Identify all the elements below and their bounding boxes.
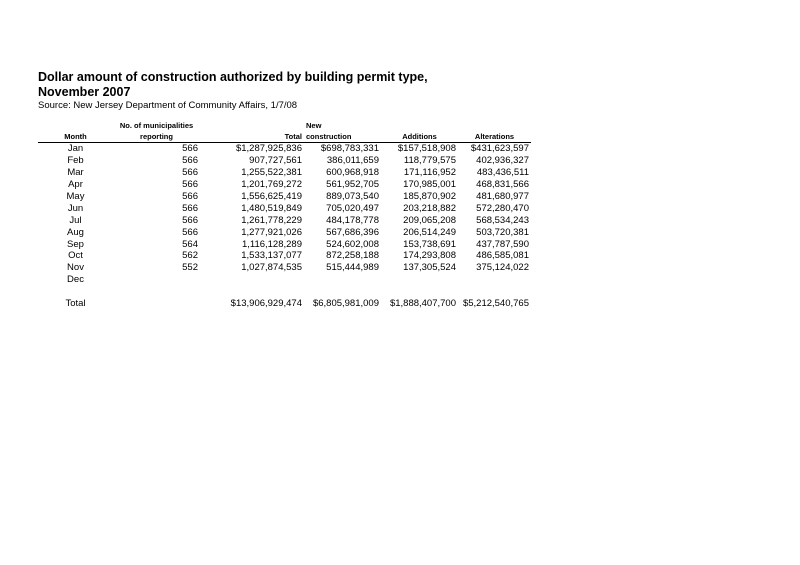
cell-new-construction: 386,011,659	[326, 155, 379, 167]
cell-total: 1,480,519,849	[241, 202, 302, 214]
cell-additions: 153,738,691	[403, 238, 456, 250]
cell-month: Oct	[68, 250, 83, 262]
cell-municipalities: 552	[182, 262, 198, 274]
cell-new-construction	[304, 274, 381, 286]
document-title	[38, 70, 428, 100]
permit-table	[38, 120, 531, 310]
cell-municipalities: 566	[182, 143, 198, 155]
cell-additions: 118,779,575	[403, 155, 456, 167]
header-row-bottom	[38, 131, 531, 143]
cell-total: 1,277,921,026	[241, 226, 302, 238]
table-row	[38, 179, 531, 191]
cell-total	[200, 274, 304, 286]
header-total: Total	[200, 131, 304, 143]
header-row-top	[38, 120, 531, 131]
cell-total: 1,533,137,077	[241, 250, 302, 262]
cell-new-construction: 567,686,396	[326, 226, 379, 238]
cell-municipalities: 566	[182, 167, 198, 179]
cell-total: 1,556,625,419	[241, 191, 302, 202]
cell-alterations: 483,436,511	[476, 167, 529, 179]
table-row	[38, 214, 531, 226]
header-alterations: Alterations	[458, 131, 531, 143]
total-alterations: $5,212,540,765	[462, 298, 529, 310]
cell-month: May	[66, 191, 85, 202]
header-additions-spacer	[381, 120, 458, 131]
cell-additions: 137,305,524	[403, 262, 456, 274]
cell-total: 1,201,769,272	[241, 179, 302, 191]
cell-alterations: 402,936,327	[476, 155, 529, 167]
cell-month: Apr	[68, 179, 83, 191]
table-row	[38, 155, 531, 167]
cell-municipalities: 566	[182, 155, 198, 167]
header-month: Month	[38, 131, 113, 143]
cell-total: 907,727,561	[249, 155, 302, 167]
cell-month: Sep	[67, 238, 84, 250]
cell-alterations	[458, 274, 531, 286]
cell-total: $1,287,925,836	[235, 143, 302, 155]
cell-municipalities: 566	[182, 191, 198, 202]
cell-alterations: $431,623,597	[470, 143, 529, 155]
header-new-top: New	[306, 121, 322, 130]
cell-municipalities: 566	[182, 226, 198, 238]
cell-month: Dec	[67, 274, 84, 286]
table-row	[38, 143, 531, 155]
header-new-bottom: construction	[304, 131, 381, 143]
cell-month: Jun	[67, 202, 84, 214]
cell-new-construction: 872,258,188	[326, 250, 379, 262]
cell-total: 1,027,874,535	[241, 262, 302, 274]
cell-total: 1,261,778,229	[241, 214, 302, 226]
cell-municipalities: 566	[182, 179, 198, 191]
table-row	[38, 238, 531, 250]
cell-new-construction: 600,968,918	[326, 167, 379, 179]
cell-new-construction: 889,073,540	[326, 191, 379, 202]
table-row	[38, 250, 531, 262]
cell-month: Jul	[69, 214, 82, 226]
table-row	[38, 191, 531, 203]
cell-additions: 206,514,249	[403, 226, 456, 238]
cell-month: Nov	[67, 262, 84, 274]
header-municipalities-bottom: reporting	[113, 131, 200, 143]
header-additions: Additions	[381, 131, 458, 143]
cell-municipalities: 564	[182, 238, 198, 250]
cell-alterations: 572,280,470	[476, 202, 529, 214]
cell-month: Mar	[67, 167, 84, 179]
spacer-row	[38, 286, 531, 298]
cell-month: Feb	[67, 155, 84, 167]
cell-new-construction: 524,602,008	[326, 238, 379, 250]
cell-alterations: 503,720,381	[476, 226, 529, 238]
cell-municipalities: 566	[182, 214, 198, 226]
header-month-spacer	[38, 120, 113, 131]
table-row	[38, 226, 531, 238]
cell-additions: 170,985,001	[403, 179, 456, 191]
table-row	[38, 202, 531, 214]
cell-alterations: 468,831,566	[476, 179, 529, 191]
total-new-construction: $6,805,981,009	[312, 298, 379, 310]
table-row	[38, 167, 531, 179]
cell-additions: 174,293,808	[403, 250, 456, 262]
cell-month: Jan	[67, 143, 84, 155]
table-header	[38, 120, 531, 143]
cell-new-construction: 484,178,778	[326, 214, 379, 226]
cell-alterations: 437,787,590	[476, 238, 529, 250]
cell-municipalities: 566	[182, 202, 198, 214]
document-title-line-1: Dollar amount of construction authorized by building permit type,	[38, 70, 428, 84]
cell-additions: 209,065,208	[403, 214, 456, 226]
cell-alterations: 375,124,022	[476, 262, 529, 274]
cell-new-construction: 705,020,497	[326, 202, 379, 214]
total-row	[38, 298, 531, 310]
spacer-cell	[38, 286, 531, 298]
table-body	[38, 143, 531, 310]
cell-new-construction: 561,952,705	[326, 179, 379, 191]
cell-total: 1,116,128,289	[241, 238, 302, 250]
cell-alterations: 568,534,243	[476, 214, 529, 226]
cell-new-construction: $698,783,331	[320, 143, 379, 155]
cell-new-construction: 515,444,989	[326, 262, 379, 274]
table-row	[38, 274, 531, 286]
total-total: $13,906,929,474	[230, 298, 302, 310]
cell-additions	[381, 274, 458, 286]
cell-additions: 171,116,952	[403, 167, 456, 179]
cell-month: Aug	[67, 226, 84, 238]
cell-alterations: 486,585,081	[476, 250, 529, 262]
header-total-spacer	[200, 120, 304, 131]
document-title-line-2: November 2007	[38, 85, 131, 99]
cell-municipalities: 562	[182, 250, 198, 262]
cell-alterations: 481,680,977	[476, 191, 529, 202]
cell-additions: $157,518,908	[397, 143, 456, 155]
cell-additions: 185,870,902	[403, 191, 456, 202]
total-label: Total	[65, 298, 86, 310]
source-note: Source: New Jersey Department of Community Affairs, 1/7/08	[38, 100, 298, 111]
header-alterations-spacer	[458, 120, 531, 131]
cell-municipalities	[113, 274, 200, 286]
total-additions: $1,888,407,700	[389, 298, 456, 310]
total-municipalities	[113, 298, 200, 310]
cell-total: 1,255,522,381	[241, 167, 302, 179]
header-municipalities-top: No. of municipalities	[119, 121, 194, 130]
cell-additions: 203,218,882	[403, 202, 456, 214]
table-row	[38, 262, 531, 274]
